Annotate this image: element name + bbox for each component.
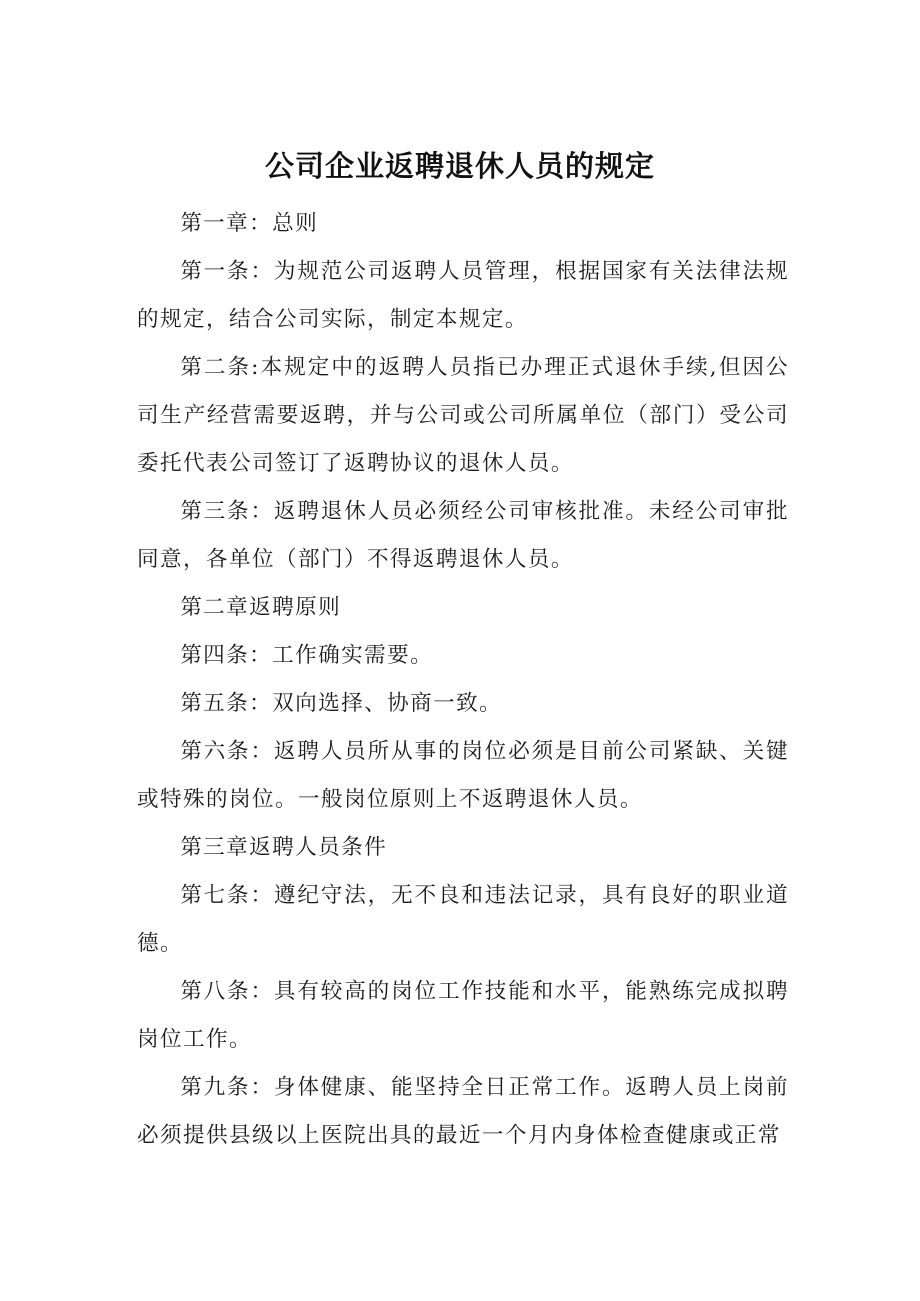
article-7: 第七条：遵纪守法，无不良和违法记录，具有良好的职业道德。 [137, 883, 789, 956]
article-8: 第八条：具有较高的岗位工作技能和水平，能熟练完成拟聘岗位工作。 [137, 979, 789, 1052]
article-3: 第三条：返聘退休人员必须经公司审核批准。未经公司审批同意，各单位（部门）不得返聘退休人员。 [137, 499, 789, 572]
article-1: 第一条：为规范公司返聘人员管理，根据国家有关法律法规的规定，结合公司实际，制定本规定。 [137, 259, 789, 332]
article-6: 第六条：返聘人员所从事的岗位必须是目前公司紧缺、关键或特殊的岗位。一般岗位原则上不返聘退休人员。 [137, 739, 789, 812]
article-4: 第四条：工作确实需要。 [180, 643, 434, 668]
chapter-heading-3: 第三章返聘人员条件 [180, 835, 388, 860]
article-2: 第二条:本规定中的返聘人员指已办理正式退休手续,但因公司生产经营需要返聘，并与公司或公司所属单位（部门）受公司委托代表公司签订了返聘协议的退休人员。 [137, 355, 789, 476]
chapter-heading-2: 第二章返聘原则 [180, 595, 342, 620]
document-body [137, 200, 789, 1160]
chapter-heading-1: 第一章：总则 [180, 211, 319, 236]
document-title: 公司企业返聘退休人员的规定 [264, 149, 655, 183]
article-9: 第九条：身体健康、能坚持全日正常工作。返聘人员上岗前必须提供县级以上医院出具的最近一个月内身体检查健康或正常 [137, 1075, 789, 1148]
article-5: 第五条：双向选择、协商一致。 [180, 691, 503, 716]
